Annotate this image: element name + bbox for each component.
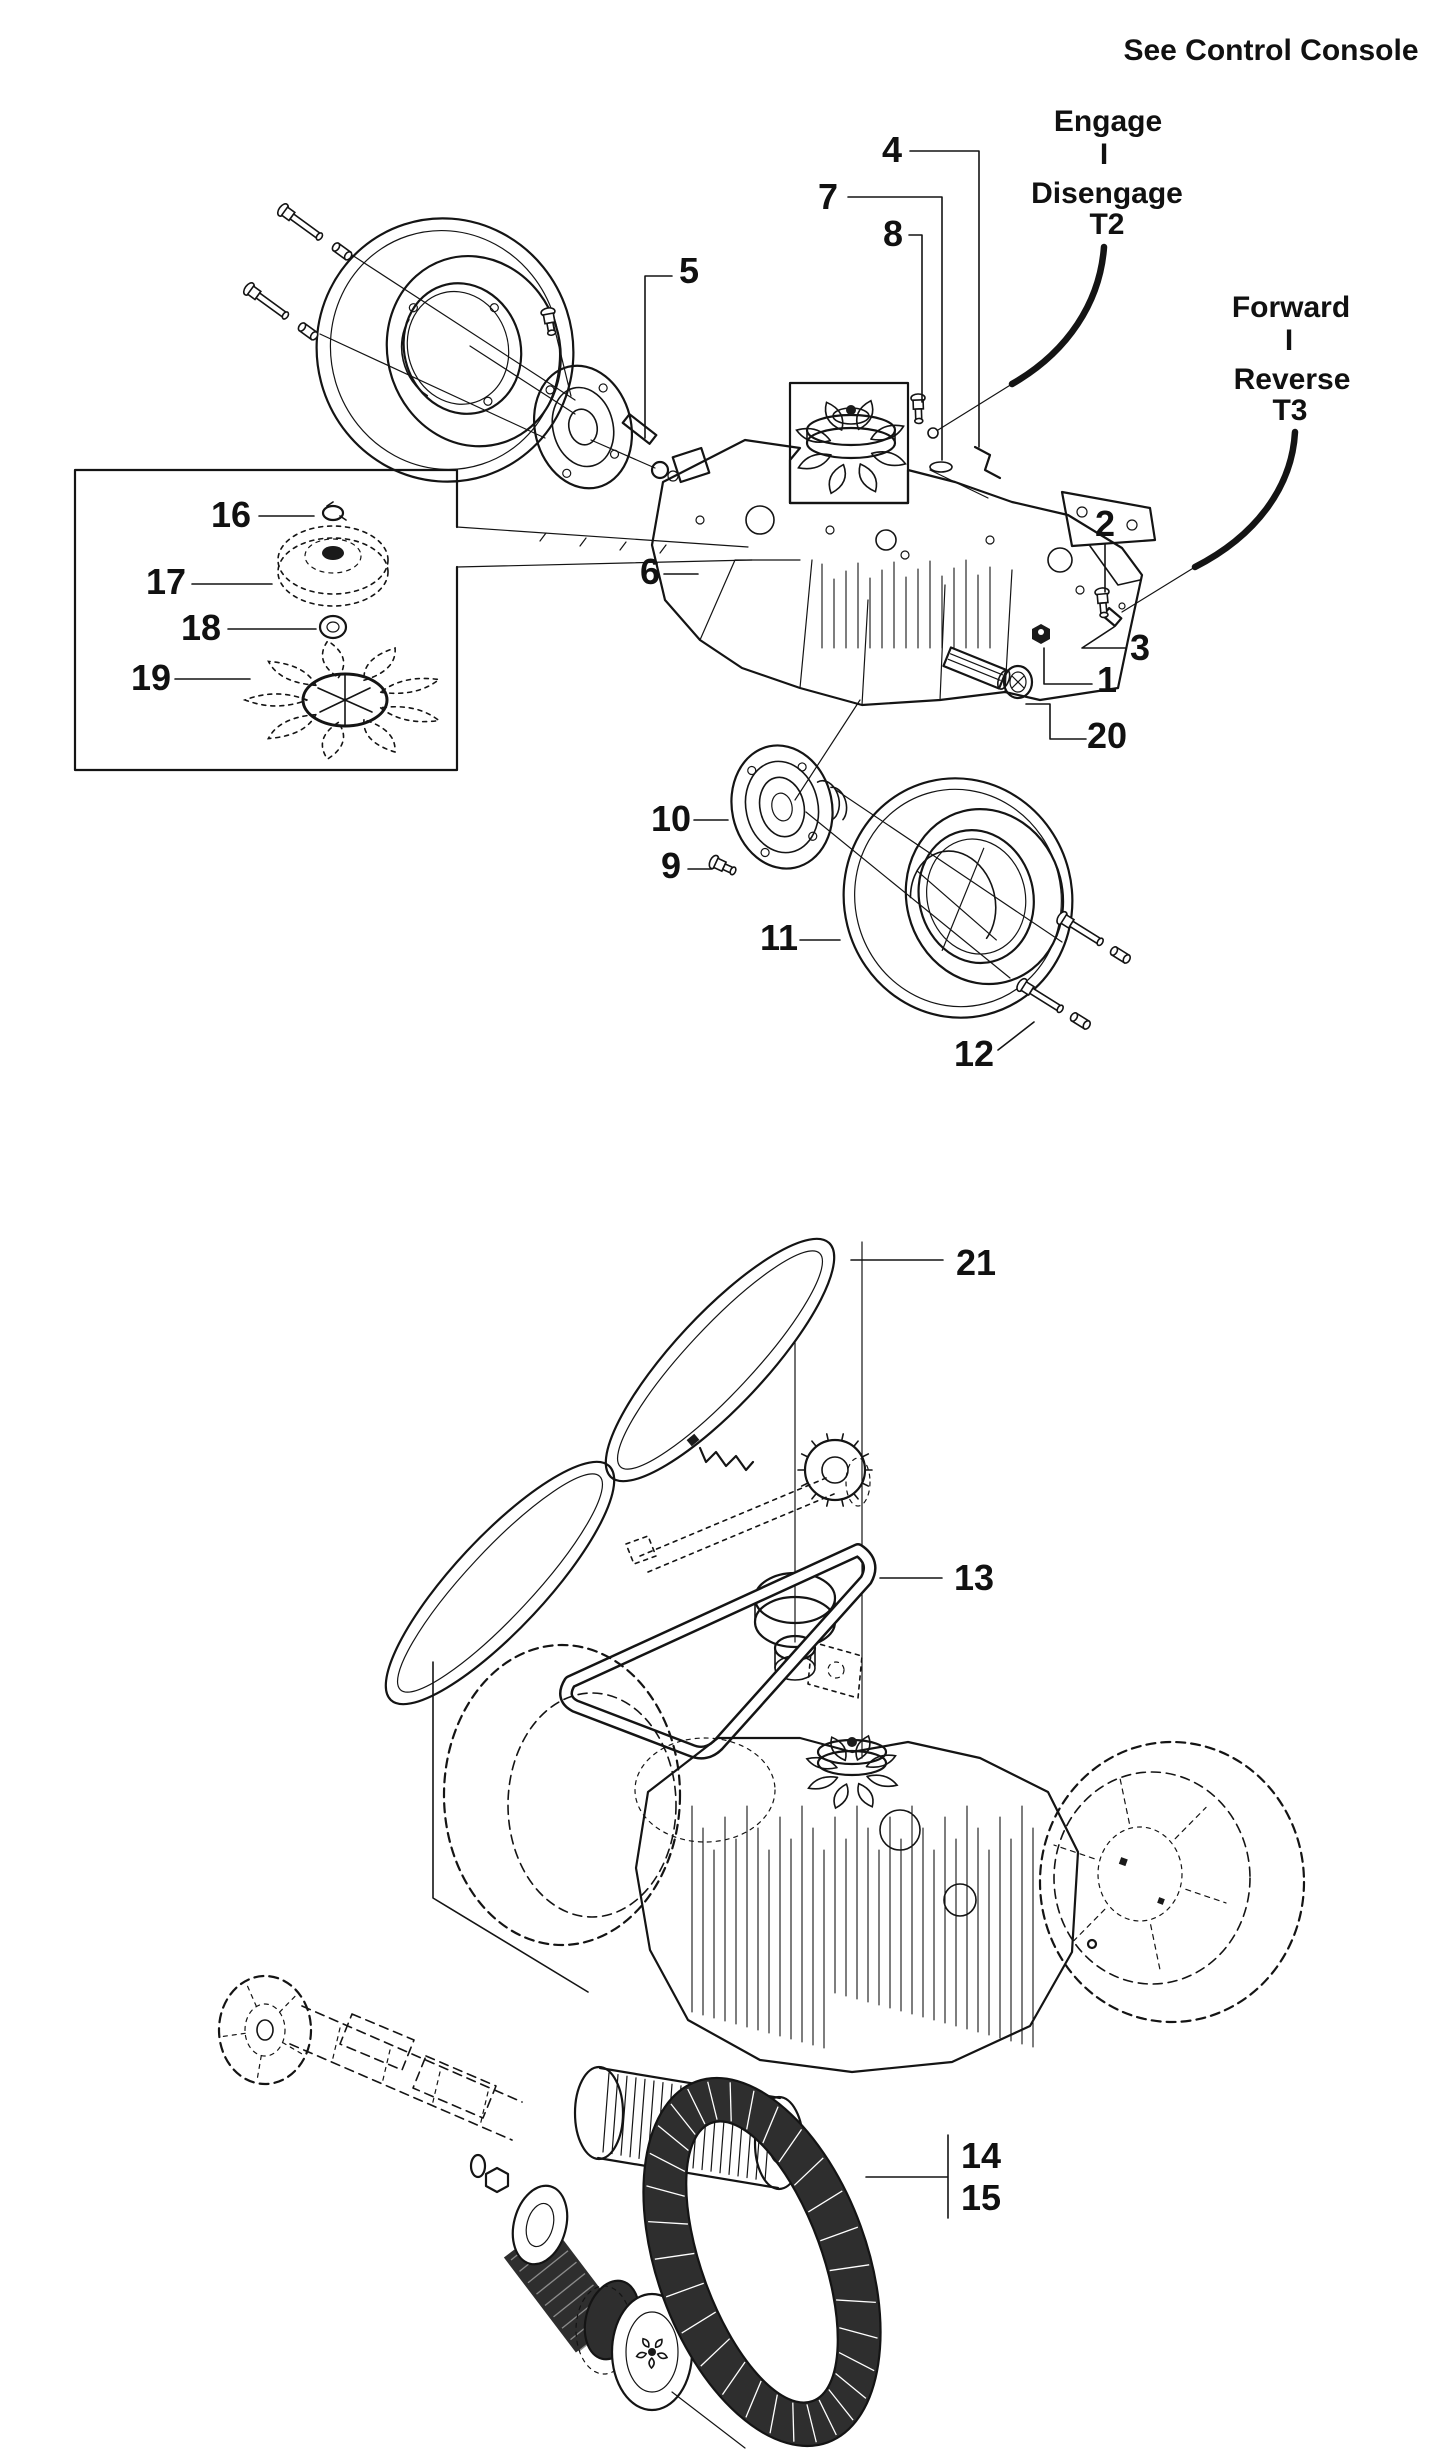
callout-11: 11 [759, 917, 799, 958]
engage-label: Engage [1053, 105, 1163, 138]
t2-separator: I [1099, 138, 1109, 171]
wheel-hub [720, 733, 857, 878]
inset-box [75, 470, 752, 770]
callout-10: 10 [650, 798, 692, 839]
callout-9: 9 [660, 845, 682, 886]
reverse-label: Reverse [1233, 363, 1351, 396]
callout-5: 5 [678, 250, 700, 291]
callout-16: 16 [210, 494, 252, 535]
right-dashed-wheel [1040, 1742, 1304, 2022]
t3-cable-note [1232, 291, 1351, 427]
t3-cable [1122, 432, 1295, 612]
bolt-axis-line [352, 255, 575, 400]
callout-13: 13 [953, 1557, 995, 1598]
input-pulley [278, 526, 388, 606]
cooling-fan [245, 641, 439, 759]
corner-leader-line [433, 1662, 588, 1992]
wheel-bolt-set [242, 202, 354, 341]
callout-17: 17 [145, 561, 187, 602]
callout-20: 20 [1086, 715, 1128, 756]
lift-link [975, 447, 1000, 478]
spacer-ring [320, 616, 346, 638]
callout-numbers [131, 129, 1150, 2218]
transmission [652, 383, 1155, 705]
callout-4: 4 [881, 129, 903, 170]
callout-6: 6 [639, 551, 661, 592]
console-note [1123, 34, 1418, 67]
callout-8: 8 [882, 213, 904, 254]
t3-separator: I [1284, 324, 1294, 357]
callout-14: 14 [961, 2135, 1002, 2176]
axle-center-lines [795, 700, 1062, 978]
t3-label: T3 [1272, 394, 1308, 427]
callout-12: 12 [953, 1033, 995, 1074]
callout-19: 19 [130, 657, 172, 698]
leader-lines [175, 151, 1126, 2218]
callout-21: 21 [955, 1242, 997, 1283]
right-wheel [818, 754, 1097, 1042]
t2-label: T2 [1089, 208, 1125, 241]
retainer-clip [323, 502, 346, 520]
axle-nut [1032, 624, 1050, 644]
t2-cable-note [1031, 105, 1183, 241]
t2-cable [928, 247, 1104, 438]
callout-1: 1 [1096, 659, 1118, 700]
output-shaft [943, 647, 1012, 690]
washer [930, 462, 952, 472]
callout-7: 7 [817, 176, 839, 217]
shaft-key [623, 414, 657, 444]
callout-2: 2 [1094, 503, 1116, 544]
callout-18: 18 [180, 607, 222, 648]
disengage-label: Disengage [1031, 177, 1183, 210]
forward-label: Forward [1231, 291, 1351, 324]
left-wheel [282, 185, 607, 515]
callout-15: 15 [961, 2177, 1002, 2218]
see-control-console-label: See Control Console [1123, 34, 1419, 67]
drive-belt-21 [357, 1212, 863, 1732]
bolt-axis-line-2 [320, 334, 545, 438]
callout-3: 3 [1129, 627, 1151, 668]
